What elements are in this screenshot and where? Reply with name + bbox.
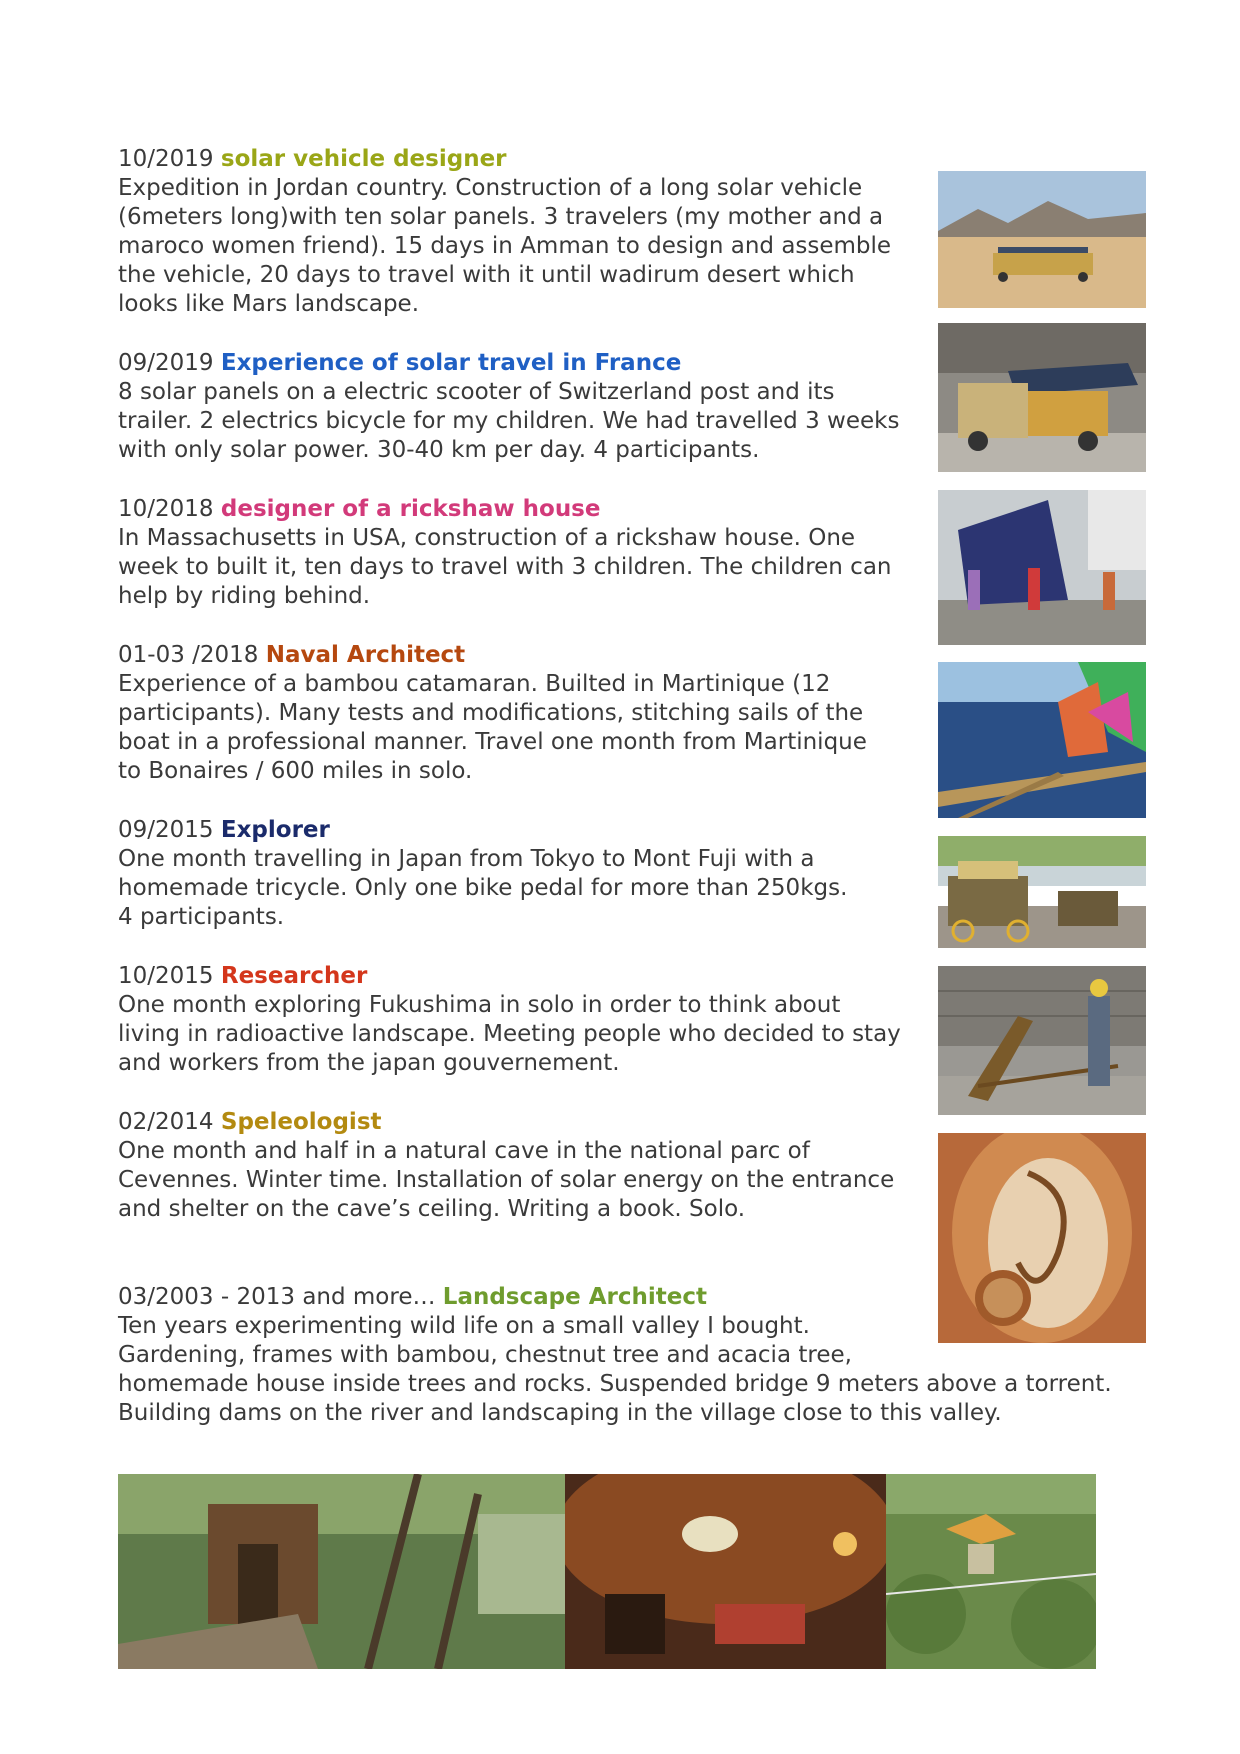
entry-heading <box>118 962 938 991</box>
entry-description: One month travelling in Japan from Tokyo to Mont Fuji with a homemade tricycle. Only one bike pedal for more than 250kgs. 4 participants. <box>118 846 848 930</box>
entry-date: 03/2003 - 2013 and more… <box>118 1284 436 1310</box>
photo-solar-scooter <box>938 323 1146 472</box>
entry-heading <box>118 1108 938 1137</box>
entry-rickshaw-house <box>118 495 938 611</box>
entry-role: Explorer <box>220 817 330 843</box>
entry-role: Experience of solar travel in France <box>220 350 682 376</box>
entry-role: Speleologist <box>220 1109 382 1135</box>
entry-role: Naval Architect <box>265 642 466 668</box>
entry-description: Expedition in Jordan country. Construction of a long solar vehicle (6meters long)with ten solar panels. 3 travelers (my mother and a maroco women friend). 15 days in Amman to design and assemble the vehicle, 20 days to travel with it until wadirum desert which looks like Mars landscape. <box>118 175 892 317</box>
entry-role: Researcher <box>220 963 368 989</box>
photo-cave-shelter <box>938 1133 1146 1343</box>
photo-treehouse-valley <box>118 1474 565 1669</box>
photo-tricycle-japan <box>938 836 1146 948</box>
photo-cave-house-interior <box>565 1474 886 1669</box>
entry-solar-vehicle <box>118 145 938 319</box>
entry-solar-travel-france <box>118 349 938 465</box>
entry-date: 10/2015 <box>118 963 214 989</box>
entry-role: designer of a rickshaw house <box>220 496 601 522</box>
entry-description: One month exploring Fukushima in solo in order to think about living in radioactive landscape. Meeting people who decided to stay and workers from the japan gouvernement. <box>118 992 901 1076</box>
entry-heading <box>118 145 938 174</box>
entry-date: 02/2014 <box>118 1109 214 1135</box>
entry-heading <box>118 816 938 845</box>
entry-role: solar vehicle designer <box>220 146 507 172</box>
entry-explorer <box>118 816 938 932</box>
photo-fukushima-cart <box>938 966 1146 1115</box>
entry-heading <box>118 641 938 670</box>
entry-speleologist <box>118 1108 938 1224</box>
entry-heading <box>118 495 938 524</box>
entry-date: 09/2015 <box>118 817 214 843</box>
photo-rickshaw-house <box>938 490 1146 645</box>
entry-description: Ten years experimenting wild life on a small valley I bought. Gardening, frames with bambou, chestnut tree and acacia tree, homemade house inside trees and rocks. Suspended bridge 9 meters above a torrent. Building dams on the river and landscaping in the village close to this valley. <box>118 1313 1112 1426</box>
entry-date: 10/2019 <box>118 146 214 172</box>
entry-role: Landscape Architect <box>442 1284 707 1310</box>
entry-researcher <box>118 962 938 1078</box>
photo-bamboo-catamaran <box>938 662 1146 818</box>
photo-suspended-bridge <box>886 1474 1096 1669</box>
entry-naval-architect <box>118 641 938 786</box>
entry-description: 8 solar panels on a electric scooter of Switzerland post and its trailer. 2 electrics bicycle for my children. We had travelled 3 weeks with only solar power. 30-40 km per day. 4 participants. <box>118 379 900 463</box>
entry-heading <box>118 349 938 378</box>
photo-solar-vehicle-desert <box>938 171 1146 308</box>
entry-date: 01-03 /2018 <box>118 642 259 668</box>
entry-description: In Massachusetts in USA, construction of a rickshaw house. One week to built it, ten days to travel with 3 children. The children can help by riding behind. <box>118 525 892 609</box>
entry-date: 09/2019 <box>118 350 214 376</box>
entry-description: Experience of a bambou catamaran. Builted in Martinique (12 participants). Many tests and modifications, stitching sails of the boat in a professional manner. Travel one month from Martinique to Bonaires / 600 miles in solo. <box>118 671 867 784</box>
entry-date: 10/2018 <box>118 496 214 522</box>
entry-description: One month and half in a natural cave in the national parc of Cevennes. Winter time. Installation of solar energy on the entrance and shelter on the cave’s ceiling. Writing a book. Solo. <box>118 1138 895 1222</box>
